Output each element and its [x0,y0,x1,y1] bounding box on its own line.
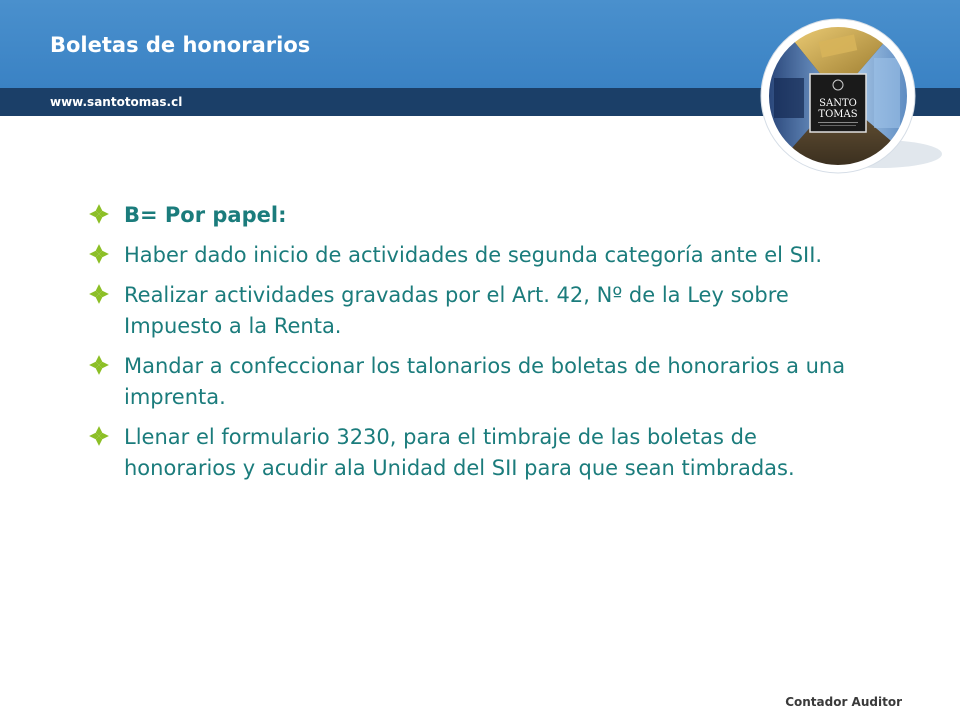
logo-text-line1: SANTO [819,98,857,109]
santo-tomas-logo [760,14,950,190]
bullet-text: Realizar actividades gravadas por el Art. 42, Nº de la Ley sobre Impuesto a la Renta. [124,283,789,338]
slide-title: Boletas de honorarios [50,33,311,57]
diamond-bullet-icon [88,243,110,265]
diamond-bullet-icon [88,283,110,305]
bullet-item [88,422,848,484]
bullet-text: Haber dado inicio de actividades de segunda categoría ante el SII. [124,243,823,267]
bullet-text: Llenar el formulario 3230, para el timbraje de las boletas de honorarios y acudir ala Unidad del SII para que sean timbradas. [124,425,795,480]
logo-text-line2: TOMAS [818,109,858,120]
bullet-item [88,351,848,413]
bullet-list [88,200,848,493]
diamond-bullet-icon [88,203,110,225]
bullet-item [88,200,848,231]
bullet-text: B= Por papel: [124,203,287,227]
logo-graphic [760,14,950,190]
website-url: www.santotomas.cl [50,95,183,109]
diamond-bullet-icon [88,354,110,376]
diamond-bullet-icon [88,425,110,447]
footer-label: Contador Auditor [785,695,902,709]
bullet-item [88,240,848,271]
bullet-item [88,280,848,342]
bullet-text: Mandar a confeccionar los talonarios de boletas de honorarios a una imprenta. [124,354,846,409]
